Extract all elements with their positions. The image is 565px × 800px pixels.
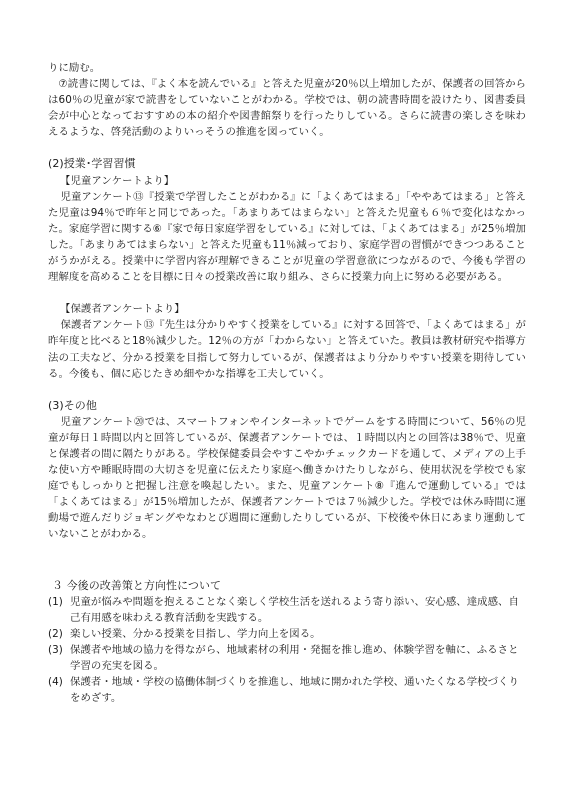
student-survey-label: 【児童アンケートより】: [60, 174, 175, 187]
document-page: [48, 60, 526, 706]
parent-survey-paragraph: 保護者アンケート⑬『先生は分かりやすく授業をしている』に対する回答で、「よくあてはまる」が昨年度と比べると18％減少した。12％の方が「わからない」と答えていた。教員は教材研究や指導方法の工夫など、分かる授業を目指して努力しているが、保護者はより分かりやすい授業を期待している。今後も、個に応じたきめ細やかな指導を工夫していく。: [48, 319, 526, 380]
list-item-text: 児童が悩みや問題を抱えることなく楽しく学校生活を送れるよう寄り添い、安心感、達成感、自己有用感を味わえる教育活動を実践する。: [70, 595, 519, 624]
spacer: [48, 285, 526, 301]
list-item: [48, 626, 526, 642]
list-item-text: 保護者・地域・学校の協働体制づくりを推進し、地域に開かれた学校、通いたくなる学校づくりをめざす。: [70, 676, 519, 705]
reading-paragraph: ⑦読書に関しては、『よく本を読んでいる』と答えた児童が20％以上増加したが、保護者の回答からは60％の児童が家で読書をしていないことがわかる。学校では、朝の読書時間を設けたり、図書委員会が中心となっておすすめの本の紹介や図書館祭りを行ったりしている。さらに読書の楽しさを味わえるような、啓発活動のよりいっそうの推進を図っていく。: [48, 78, 526, 139]
student-survey-paragraph: 児童アンケート⑬『授業で学習したことがわかる』に「よくあてはまる」「ややあてはまる」と答えた児童は94％で昨年と同じであった。「あまりあてはまらない」と答えた児童も６％で変化はなかった。家庭学習に関する⑥『家で毎日家庭学習をしている』に対しては、「よくあてはまる」が25％増加した。「あまりあてはまらない」と答えた児童も11％減っており、家庭学習の習慣ができつつあることがうかがえる。授業中に学習内容が理解できることが児童の学習意欲につながるので、今後も学習の理解度を高めることを目標に日々の授業改善に取り組み、さらに授業力向上に努める必要がある。: [48, 190, 526, 284]
list-item-number: (3): [48, 643, 63, 656]
list-item-number: (2): [48, 627, 63, 640]
section-heading-lessons: (2)授業･学習習慣: [48, 157, 136, 171]
list-item-number: (4): [48, 676, 63, 689]
spacer: [48, 543, 526, 560]
parent-survey-label: 【保護者アンケートより】: [60, 303, 185, 316]
list-item: [48, 674, 526, 706]
improvement-list: [48, 594, 526, 707]
other-paragraph: 児童アンケート⑳では、スマートフォンやインターネットでゲームをする時間について、56％の児童が毎日１時間以内と回答しているが、保護者アンケートでは、１時間以内との回答は38％で、児童と保護者の間に隔たりがある。学校保健委員会やすこやかチェックカードを通して、メディアの上手な使い方や睡眠時間の大切さを児童に伝えたり家庭へ働きかけたりしながら、使用状況を学校でも家庭でもしっかりと把握し注意を喚起したい。また、児童アンケート⑧『進んで運動している』では「よくあてはまる」が15％増加したが、保護者アンケートでは７％減少した。学校では休み時間に運動場で遊んだりジョギングやなわとび週間に運動したりしているが、下校後や休日にあまり運動していないことがわかる。: [48, 415, 526, 541]
list-item: [48, 642, 526, 674]
intro-line: りに励む。: [48, 62, 101, 74]
list-item-text: 楽しい授業、分かる授業を目指し、学力向上を図る。: [70, 627, 321, 640]
section-heading-other: (3)その他: [48, 398, 97, 412]
list-item-text: 保護者や地域の協力を得ながら、地域素材の利用・発掘を推し進め、体験学習を軸に、ふるさと学習の充実を図る。: [70, 643, 519, 672]
list-item: [48, 594, 526, 626]
list-item-number: (1): [48, 595, 63, 608]
future-heading: ３ 今後の改善策と方向性について: [52, 578, 222, 592]
